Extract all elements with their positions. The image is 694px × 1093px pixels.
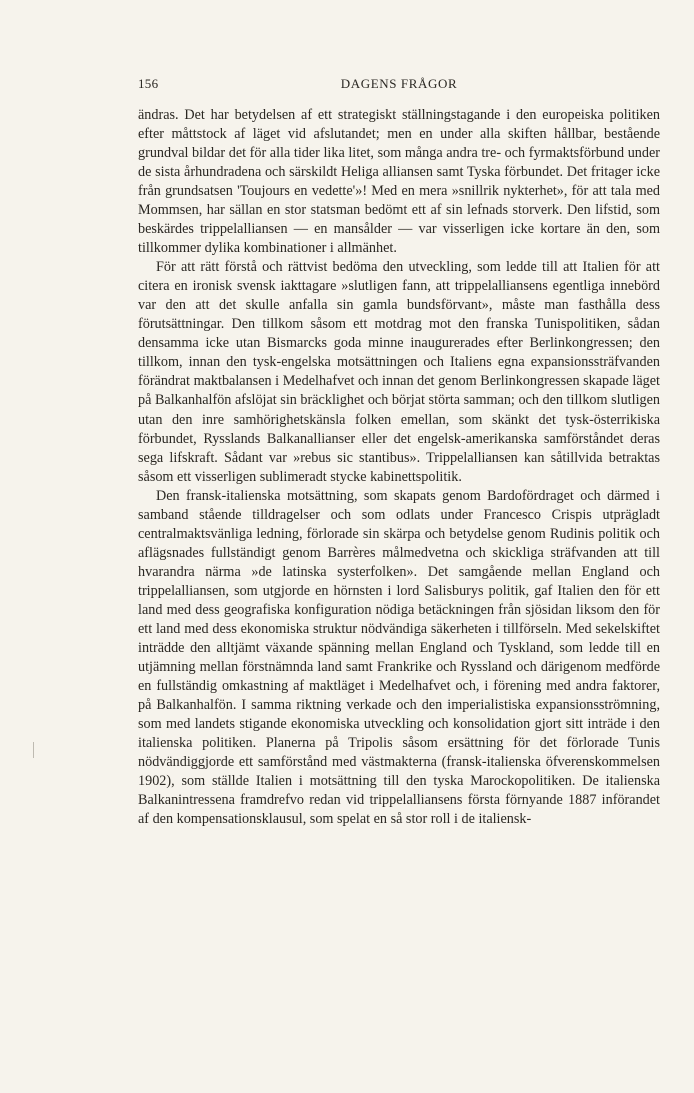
page-number: 156 xyxy=(138,76,159,91)
running-title: DAGENS FRÅGOR xyxy=(340,76,458,91)
paragraph: För att rätt förstå och rättvist bedöma den utveckling, som ledde till att Italien för att citera en ironisk svensk iakttagare »slutligen fann, att trippelalliansens egentliga innebörd var den att det skulle anfalla sin gamla bundsförvant», måste man fasthålla dess förutsättningar. Den tillkom såsom ett motdrag mot den franska Tunispolitiken, sådan densamma icke utan Bismarcks goda minne inaugurerades efter Berlinkongressen; den tillkom, innan den tysk-engelska motsättningen och Italiens egna expansionssträfvanden förändrat maktbalansen i Medelhafvet och innan det genom Berlinkongressen skapade läget på Balkanhalfön afslöjat sin bräcklighet och börjat störta samman; och den tillkom slutligen utan den inre samhörighetskänsla folken emellan, som skänkt det tysk-österrikiska förbundet, Rysslands Balkanallianser eller det engelsk-amerikanska samförståndet deras sega lifskraft. Sådant var »rebus sic stantibus». Trippelalliansen kan såtillvida betraktas såsom ett visserligen sublimeradt stycke kabinettspolitik. xyxy=(138,259,660,485)
paragraph: Den fransk-italienska motsättning, som skapats genom Bardofördraget och därmed i samband stående tilldragelser och som odlats under Francesco Crispis utprägladt centralmaktsvänliga ledning, förlorade sin skärpa och betydelse genom Rudinis politik och aflägsnades fullständigt genom Barrères målmedvetna och skickliga sträfvanden att till hvarandra närma »de latinska systerfolken». Det samgående mellan England och trippelalliansen, som utgjorde en hörnsten i lord Salisburys politik, gaf Italien den för ett land med dess geografiska konfiguration nödiga betäckningen från sjösidan liksom den för ett land med dess ekonomiska struktur nödvändiga säkerheten i tillförseln. Med sekelskiftet inträdde den alltjämt växande spänning mellan England och Tyskland, som ledde till en utjämning mellan förstnämnda land samt Frankrike och Ryssland och därigenom medförde en fullständig omkastning af maktläget i Medelhafvet och, i förening med andra faktorer, på Balkanhalfön. I samma riktning verkade och den imperialistiska expansionsströmning, som med landets stigande ekonomiska utveckling och konsolidation gjort sitt inträde i den italienska politiken. Planerna på Tripolis såsom ersättning för det förlorade Tunis nödvändiggjorde ett samförstånd med västmakterna (fransk-italienska öfverenskommelsen 1902), som ställde Italien i motsättning till den tyska Marockopolitiken. De italienska Balkanintressena framdrefvo redan vid trippelalliansens första förnyande 1887 införandet af den kompensationsklausul, som spelat en så stor roll i de italiensk- xyxy=(138,487,660,828)
body-text xyxy=(138,106,660,829)
paragraph: ändras. Det har betydelsen af ett strategiskt ställningstagande i den europeiska politiken efter måttstock af läget vid afslutandet; men en under alla skiften hållbar, bestående grundval bildar det för alla tider lika litet, som många andra tre- och fyrmaktsförbund under de sista århundradena och särskildt Heliga alliansen samt Tyska förbundet. Det fritager icke från grundsatsen 'Toujours en vedette'»! Med en mera »snillrik nykterhet», för att tala med Mommsen, har sällan en stor statsman bedömt ett af sin lefnads storverk. Den lifstid, som beskärdes trippelalliansen — en mansålder — var visserligen icke kortare än den, som tillkommer dylika kombinationer i allmänhet. xyxy=(138,107,660,257)
page-header xyxy=(138,76,660,94)
margin-mark xyxy=(33,742,34,758)
